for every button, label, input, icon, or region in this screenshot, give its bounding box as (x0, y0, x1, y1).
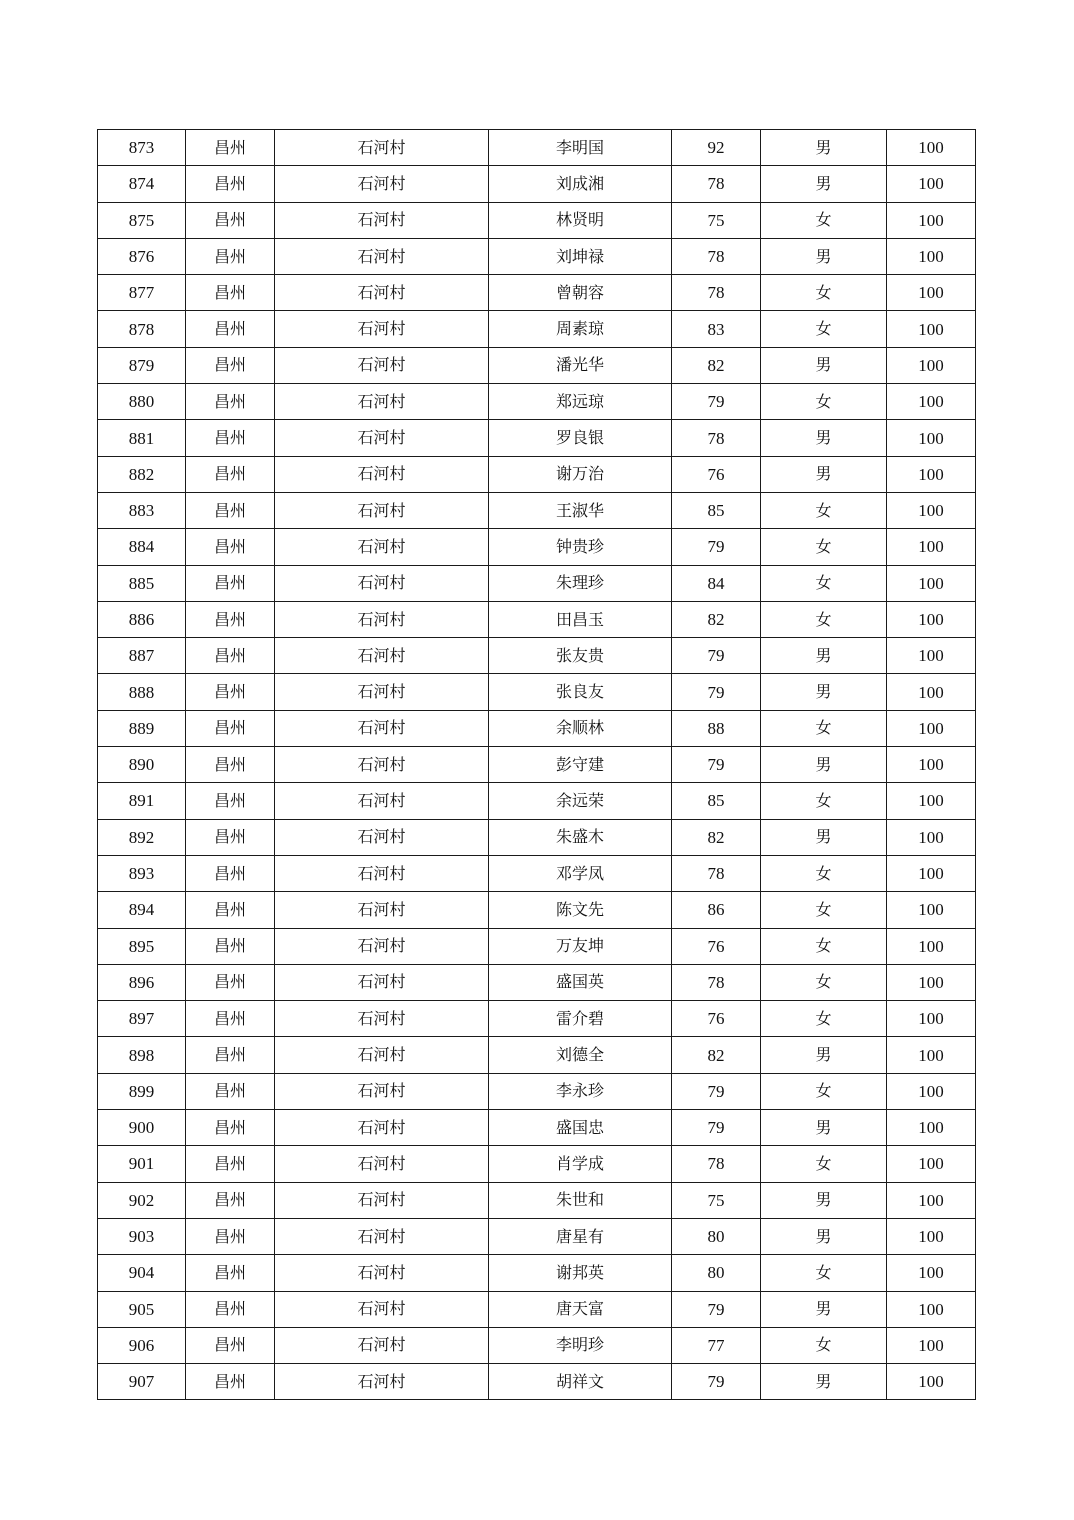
town-cell: 昌州 (186, 529, 275, 565)
gender-cell: 女 (761, 202, 887, 238)
town-cell: 昌州 (186, 1291, 275, 1327)
gender-cell: 女 (761, 892, 887, 928)
amount-cell: 100 (887, 964, 976, 1000)
serial-number-cell: 888 (98, 674, 186, 710)
gender-cell: 男 (761, 1364, 887, 1400)
name-cell: 余远荣 (489, 783, 672, 819)
serial-number-cell: 896 (98, 964, 186, 1000)
name-cell: 肖学成 (489, 1146, 672, 1182)
name-cell: 刘成湘 (489, 166, 672, 202)
amount-cell: 100 (887, 166, 976, 202)
town-cell: 昌州 (186, 783, 275, 819)
age-cell: 79 (672, 1364, 761, 1400)
town-cell: 昌州 (186, 1182, 275, 1218)
table-row (98, 420, 976, 456)
serial-number-cell: 878 (98, 311, 186, 347)
amount-cell: 100 (887, 492, 976, 528)
gender-cell: 男 (761, 347, 887, 383)
town-cell: 昌州 (186, 1110, 275, 1146)
serial-number-cell: 890 (98, 747, 186, 783)
village-cell: 石河村 (275, 384, 489, 420)
name-cell: 万友坤 (489, 928, 672, 964)
town-cell: 昌州 (186, 1146, 275, 1182)
age-cell: 77 (672, 1327, 761, 1363)
gender-cell: 女 (761, 964, 887, 1000)
town-cell: 昌州 (186, 819, 275, 855)
age-cell: 79 (672, 747, 761, 783)
gender-cell: 女 (761, 275, 887, 311)
gender-cell: 女 (761, 492, 887, 528)
village-cell: 石河村 (275, 710, 489, 746)
age-cell: 79 (672, 1291, 761, 1327)
name-cell: 田昌玉 (489, 601, 672, 637)
table-row (98, 1146, 976, 1182)
amount-cell: 100 (887, 783, 976, 819)
name-cell: 张良友 (489, 674, 672, 710)
table-row (98, 1001, 976, 1037)
age-cell: 79 (672, 1110, 761, 1146)
village-cell: 石河村 (275, 420, 489, 456)
age-cell: 78 (672, 166, 761, 202)
name-cell: 钟贵珍 (489, 529, 672, 565)
town-cell: 昌州 (186, 565, 275, 601)
name-cell: 朱世和 (489, 1182, 672, 1218)
name-cell: 罗良银 (489, 420, 672, 456)
serial-number-cell: 893 (98, 855, 186, 891)
amount-cell: 100 (887, 1291, 976, 1327)
table-row (98, 1218, 976, 1254)
village-cell: 石河村 (275, 529, 489, 565)
serial-number-cell: 885 (98, 565, 186, 601)
town-cell: 昌州 (186, 1218, 275, 1254)
age-cell: 80 (672, 1218, 761, 1254)
gender-cell: 男 (761, 238, 887, 274)
gender-cell: 男 (761, 638, 887, 674)
amount-cell: 100 (887, 311, 976, 347)
amount-cell: 100 (887, 1110, 976, 1146)
age-cell: 78 (672, 238, 761, 274)
amount-cell: 100 (887, 1146, 976, 1182)
amount-cell: 100 (887, 1218, 976, 1254)
village-cell: 石河村 (275, 964, 489, 1000)
town-cell: 昌州 (186, 638, 275, 674)
serial-number-cell: 904 (98, 1255, 186, 1291)
serial-number-cell: 895 (98, 928, 186, 964)
table-row (98, 347, 976, 383)
gender-cell: 男 (761, 1182, 887, 1218)
age-cell: 76 (672, 456, 761, 492)
town-cell: 昌州 (186, 130, 275, 166)
gender-cell: 女 (761, 1255, 887, 1291)
serial-number-cell: 892 (98, 819, 186, 855)
serial-number-cell: 901 (98, 1146, 186, 1182)
amount-cell: 100 (887, 130, 976, 166)
serial-number-cell: 903 (98, 1218, 186, 1254)
amount-cell: 100 (887, 855, 976, 891)
town-cell: 昌州 (186, 492, 275, 528)
village-cell: 石河村 (275, 1073, 489, 1109)
age-cell: 88 (672, 710, 761, 746)
gender-cell: 女 (761, 601, 887, 637)
village-cell: 石河村 (275, 565, 489, 601)
age-cell: 82 (672, 1037, 761, 1073)
amount-cell: 100 (887, 819, 976, 855)
gender-cell: 女 (761, 529, 887, 565)
village-cell: 石河村 (275, 1218, 489, 1254)
gender-cell: 男 (761, 130, 887, 166)
town-cell: 昌州 (186, 710, 275, 746)
town-cell: 昌州 (186, 1255, 275, 1291)
village-cell: 石河村 (275, 456, 489, 492)
roster-table-body (98, 130, 976, 1400)
village-cell: 石河村 (275, 928, 489, 964)
serial-number-cell: 887 (98, 638, 186, 674)
table-row (98, 1255, 976, 1291)
serial-number-cell: 905 (98, 1291, 186, 1327)
table-row (98, 565, 976, 601)
age-cell: 85 (672, 783, 761, 819)
town-cell: 昌州 (186, 166, 275, 202)
name-cell: 潘光华 (489, 347, 672, 383)
name-cell: 谢邦英 (489, 1255, 672, 1291)
age-cell: 86 (672, 892, 761, 928)
name-cell: 谢万治 (489, 456, 672, 492)
table-row (98, 1364, 976, 1400)
town-cell: 昌州 (186, 855, 275, 891)
village-cell: 石河村 (275, 1037, 489, 1073)
age-cell: 79 (672, 384, 761, 420)
serial-number-cell: 891 (98, 783, 186, 819)
amount-cell: 100 (887, 1364, 976, 1400)
serial-number-cell: 894 (98, 892, 186, 928)
amount-cell: 100 (887, 529, 976, 565)
amount-cell: 100 (887, 202, 976, 238)
table-row (98, 638, 976, 674)
age-cell: 78 (672, 275, 761, 311)
gender-cell: 女 (761, 1073, 887, 1109)
age-cell: 79 (672, 638, 761, 674)
amount-cell: 100 (887, 1327, 976, 1363)
town-cell: 昌州 (186, 928, 275, 964)
age-cell: 76 (672, 1001, 761, 1037)
name-cell: 曾朝容 (489, 275, 672, 311)
village-cell: 石河村 (275, 855, 489, 891)
roster-table (97, 129, 976, 1400)
table-row (98, 202, 976, 238)
amount-cell: 100 (887, 1255, 976, 1291)
gender-cell: 男 (761, 747, 887, 783)
town-cell: 昌州 (186, 674, 275, 710)
table-row (98, 674, 976, 710)
table-row (98, 456, 976, 492)
serial-number-cell: 900 (98, 1110, 186, 1146)
age-cell: 79 (672, 529, 761, 565)
amount-cell: 100 (887, 565, 976, 601)
amount-cell: 100 (887, 1182, 976, 1218)
table-row (98, 1110, 976, 1146)
serial-number-cell: 886 (98, 601, 186, 637)
table-row (98, 964, 976, 1000)
age-cell: 82 (672, 819, 761, 855)
village-cell: 石河村 (275, 638, 489, 674)
amount-cell: 100 (887, 747, 976, 783)
age-cell: 84 (672, 565, 761, 601)
town-cell: 昌州 (186, 456, 275, 492)
name-cell: 林贤明 (489, 202, 672, 238)
table-row (98, 710, 976, 746)
town-cell: 昌州 (186, 747, 275, 783)
table-row (98, 238, 976, 274)
serial-number-cell: 877 (98, 275, 186, 311)
serial-number-cell: 882 (98, 456, 186, 492)
town-cell: 昌州 (186, 311, 275, 347)
amount-cell: 100 (887, 275, 976, 311)
gender-cell: 女 (761, 1327, 887, 1363)
amount-cell: 100 (887, 638, 976, 674)
name-cell: 唐天富 (489, 1291, 672, 1327)
village-cell: 石河村 (275, 492, 489, 528)
table-row (98, 928, 976, 964)
serial-number-cell: 897 (98, 1001, 186, 1037)
age-cell: 76 (672, 928, 761, 964)
table-row (98, 166, 976, 202)
town-cell: 昌州 (186, 1001, 275, 1037)
name-cell: 雷介碧 (489, 1001, 672, 1037)
amount-cell: 100 (887, 601, 976, 637)
amount-cell: 100 (887, 384, 976, 420)
town-cell: 昌州 (186, 1037, 275, 1073)
serial-number-cell: 884 (98, 529, 186, 565)
age-cell: 83 (672, 311, 761, 347)
table-row (98, 819, 976, 855)
village-cell: 石河村 (275, 1364, 489, 1400)
age-cell: 80 (672, 1255, 761, 1291)
table-row (98, 1037, 976, 1073)
amount-cell: 100 (887, 674, 976, 710)
name-cell: 李明国 (489, 130, 672, 166)
village-cell: 石河村 (275, 1110, 489, 1146)
village-cell: 石河村 (275, 1146, 489, 1182)
age-cell: 75 (672, 1182, 761, 1218)
village-cell: 石河村 (275, 601, 489, 637)
name-cell: 盛国英 (489, 964, 672, 1000)
name-cell: 邓学凤 (489, 855, 672, 891)
gender-cell: 女 (761, 783, 887, 819)
town-cell: 昌州 (186, 964, 275, 1000)
town-cell: 昌州 (186, 1327, 275, 1363)
name-cell: 陈文先 (489, 892, 672, 928)
table-row (98, 529, 976, 565)
town-cell: 昌州 (186, 601, 275, 637)
table-row (98, 892, 976, 928)
serial-number-cell: 875 (98, 202, 186, 238)
name-cell: 余顺林 (489, 710, 672, 746)
name-cell: 盛国忠 (489, 1110, 672, 1146)
gender-cell: 男 (761, 674, 887, 710)
village-cell: 石河村 (275, 166, 489, 202)
table-row (98, 130, 976, 166)
town-cell: 昌州 (186, 202, 275, 238)
serial-number-cell: 907 (98, 1364, 186, 1400)
gender-cell: 女 (761, 565, 887, 601)
town-cell: 昌州 (186, 892, 275, 928)
village-cell: 石河村 (275, 238, 489, 274)
village-cell: 石河村 (275, 1182, 489, 1218)
age-cell: 78 (672, 855, 761, 891)
table-row (98, 311, 976, 347)
amount-cell: 100 (887, 710, 976, 746)
amount-cell: 100 (887, 238, 976, 274)
age-cell: 75 (672, 202, 761, 238)
serial-number-cell: 906 (98, 1327, 186, 1363)
gender-cell: 男 (761, 1110, 887, 1146)
gender-cell: 女 (761, 855, 887, 891)
village-cell: 石河村 (275, 1291, 489, 1327)
gender-cell: 男 (761, 1037, 887, 1073)
serial-number-cell: 873 (98, 130, 186, 166)
village-cell: 石河村 (275, 1327, 489, 1363)
village-cell: 石河村 (275, 130, 489, 166)
town-cell: 昌州 (186, 384, 275, 420)
name-cell: 张友贵 (489, 638, 672, 674)
gender-cell: 男 (761, 819, 887, 855)
gender-cell: 男 (761, 1291, 887, 1327)
serial-number-cell: 898 (98, 1037, 186, 1073)
name-cell: 李明珍 (489, 1327, 672, 1363)
amount-cell: 100 (887, 1037, 976, 1073)
name-cell: 唐星有 (489, 1218, 672, 1254)
town-cell: 昌州 (186, 347, 275, 383)
gender-cell: 男 (761, 456, 887, 492)
table-row (98, 1073, 976, 1109)
serial-number-cell: 889 (98, 710, 186, 746)
serial-number-cell: 881 (98, 420, 186, 456)
table-row (98, 492, 976, 528)
amount-cell: 100 (887, 420, 976, 456)
gender-cell: 女 (761, 1146, 887, 1182)
age-cell: 82 (672, 347, 761, 383)
name-cell: 李永珍 (489, 1073, 672, 1109)
village-cell: 石河村 (275, 819, 489, 855)
village-cell: 石河村 (275, 892, 489, 928)
amount-cell: 100 (887, 892, 976, 928)
gender-cell: 男 (761, 420, 887, 456)
serial-number-cell: 899 (98, 1073, 186, 1109)
serial-number-cell: 902 (98, 1182, 186, 1218)
age-cell: 79 (672, 674, 761, 710)
table-row (98, 783, 976, 819)
village-cell: 石河村 (275, 202, 489, 238)
gender-cell: 女 (761, 311, 887, 347)
table-row (98, 747, 976, 783)
village-cell: 石河村 (275, 747, 489, 783)
age-cell: 82 (672, 601, 761, 637)
serial-number-cell: 879 (98, 347, 186, 383)
age-cell: 78 (672, 964, 761, 1000)
village-cell: 石河村 (275, 347, 489, 383)
age-cell: 79 (672, 1073, 761, 1109)
gender-cell: 女 (761, 710, 887, 746)
amount-cell: 100 (887, 456, 976, 492)
serial-number-cell: 874 (98, 166, 186, 202)
table-row (98, 384, 976, 420)
village-cell: 石河村 (275, 1255, 489, 1291)
table-row (98, 275, 976, 311)
gender-cell: 女 (761, 384, 887, 420)
village-cell: 石河村 (275, 311, 489, 347)
amount-cell: 100 (887, 347, 976, 383)
name-cell: 胡祥文 (489, 1364, 672, 1400)
table-row (98, 1291, 976, 1327)
amount-cell: 100 (887, 928, 976, 964)
table-row (98, 1182, 976, 1218)
village-cell: 石河村 (275, 1001, 489, 1037)
name-cell: 朱理珍 (489, 565, 672, 601)
name-cell: 彭守建 (489, 747, 672, 783)
table-row (98, 1327, 976, 1363)
town-cell: 昌州 (186, 420, 275, 456)
name-cell: 刘德全 (489, 1037, 672, 1073)
village-cell: 石河村 (275, 783, 489, 819)
name-cell: 郑远琼 (489, 384, 672, 420)
name-cell: 朱盛木 (489, 819, 672, 855)
amount-cell: 100 (887, 1073, 976, 1109)
age-cell: 92 (672, 130, 761, 166)
gender-cell: 男 (761, 166, 887, 202)
serial-number-cell: 883 (98, 492, 186, 528)
age-cell: 85 (672, 492, 761, 528)
table-row (98, 601, 976, 637)
amount-cell: 100 (887, 1001, 976, 1037)
gender-cell: 男 (761, 1218, 887, 1254)
town-cell: 昌州 (186, 1364, 275, 1400)
town-cell: 昌州 (186, 275, 275, 311)
age-cell: 78 (672, 1146, 761, 1182)
village-cell: 石河村 (275, 275, 489, 311)
table-row (98, 855, 976, 891)
serial-number-cell: 876 (98, 238, 186, 274)
gender-cell: 女 (761, 928, 887, 964)
name-cell: 周素琼 (489, 311, 672, 347)
town-cell: 昌州 (186, 238, 275, 274)
gender-cell: 女 (761, 1001, 887, 1037)
name-cell: 刘坤禄 (489, 238, 672, 274)
town-cell: 昌州 (186, 1073, 275, 1109)
age-cell: 78 (672, 420, 761, 456)
village-cell: 石河村 (275, 674, 489, 710)
serial-number-cell: 880 (98, 384, 186, 420)
name-cell: 王淑华 (489, 492, 672, 528)
